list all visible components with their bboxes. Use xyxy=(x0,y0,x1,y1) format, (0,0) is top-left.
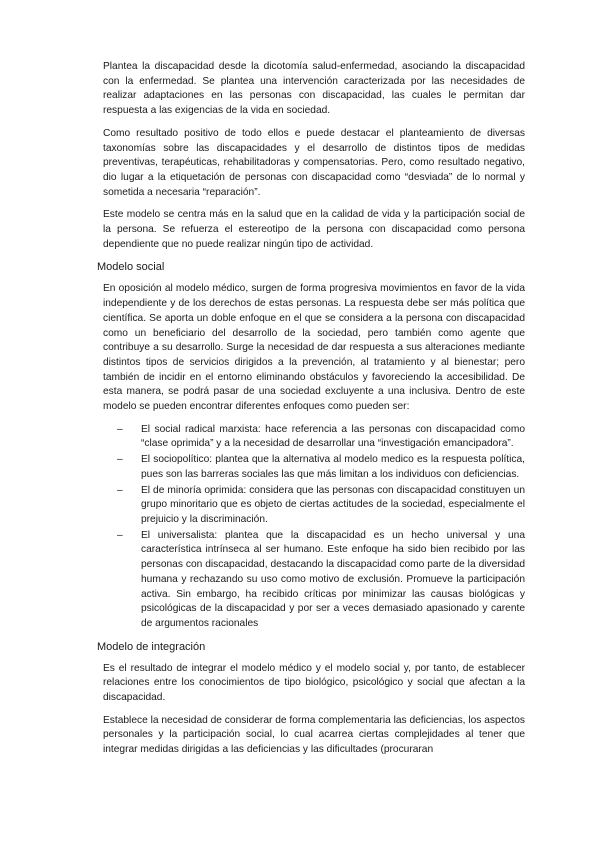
bullet-dash: – xyxy=(117,454,123,466)
heading-modelo-integracion: Modelo de integración xyxy=(97,640,206,653)
modelo-integracion-paragraph-1: Es el resultado de integrar el modelo médico y el modelo social y, por tanto, de establecer relaciones entre los conocimientos de tipo biológico, psicológico y social que afectan a la discapacidad. xyxy=(103,662,525,704)
list-item-text: El social radical marxista: hace referencia a las personas con discapacidad como “clase oprimida” y a la necesidad de desarrollar una “investigación emancipadora”. xyxy=(141,423,525,450)
intro-paragraph-3: Este modelo se centra más en la salud que en la calidad de vida y la participación social de la persona. Se refuerza el estereotipo de la persona con discapacidad como persona dependiente que no puede realizar ningún tipo de actividad. xyxy=(103,209,525,250)
list-item xyxy=(117,529,525,632)
heading-modelo-social: Modelo social xyxy=(97,261,165,274)
list-item-text: El sociopolítico: plantea que la alternativa al modelo medico es la respuesta política, pues son las barreras sociales las que más limitan a los individuos con deficiencias. xyxy=(141,454,525,480)
bullet-dash: – xyxy=(117,484,123,496)
list-item xyxy=(117,423,525,452)
list-item-text: El de minoría oprimida: considera que las personas con discapacidad constituyen un grupo minoritario que es objeto de ciertas actitudes de la sociedad, especialmente el prejuicio y la discriminación. xyxy=(141,484,525,525)
document-content xyxy=(97,60,525,766)
bullet-dash: – xyxy=(117,423,123,435)
list-item xyxy=(117,484,525,528)
enfoques-list xyxy=(97,423,525,632)
list-item xyxy=(117,453,525,482)
intro-paragraph-2: Como resultado positivo de todo ellos e puede destacar el planteamiento de diversas taxonomías sobre las discapacidades y el desarrollo de distintos tipos de medidas preventivas, terapéuticas, rehabilitadoras y compensatorias. Pero, como resultado negativo, dio lugar a la etiquetación de personas con discapacidad como “desviada” de lo normal y sometida a necesaria “reparación”. xyxy=(103,127,525,198)
modelo-social-paragraph: En oposición al modelo médico, surgen de forma progresiva movimientos en favor de la vida independiente y de los derechos de estas personas. La respuesta debe ser más política que científica. Se aporta un doble enfoque en el que se considera a la persona con discapacidad como un beneficiario del desarrollo de la sociedad, pero también como agente que contribuye a su desarrollo. Surge la necesidad de dar respuesta a sus alteraciones mediante distintos tipos de servicios dirigidos a la prevención, al tratamiento y al bienestar; pero también de incidir en el entorno eliminando obstáculos y favoreciendo la accesibilidad. De esta manera, se podrá pasar de una sociedad excluyente a una inclusiva. Dentro de este modelo se pueden encontrar diferentes enfoques como pueden ser: xyxy=(103,283,525,413)
bullet-dash: – xyxy=(117,529,123,541)
list-item-text: El universalista: plantea que la discapacidad es un hecho universal y una característica intrínseca al ser humano. Este enfoque ha sido bien recibido por las personas con discapacidad, destacando la discapacidad como parte de la diversidad humana y rechazando su uso como motivo de exclusión. Promueve la participación activa. Sin embargo, ha recibido críticas por minimizar las causas biológicas y psicológicas de la discapacidad y por ser a veces demasiado apasionado y carente de argumentos racionales xyxy=(141,529,525,629)
intro-paragraph-1: Plantea la discapacidad desde la dicotomía salud-enfermedad, asociando la discapacidad con la enfermedad. Se plantea una intervención caracterizada por las necesidades de realizar adaptaciones en las personas con discapacidad, las cuales le permitan dar respuesta a las exigencias de la vida en sociedad. xyxy=(103,61,525,117)
modelo-integracion-paragraph-2: Establece la necesidad de considerar de forma complementaria las deficiencias, los aspectos personales y la participación social, lo cual acarrea ciertas complejidades al tener que integrar medidas dirigidas a las deficiencias y las dificultades (procuraran xyxy=(103,714,525,756)
